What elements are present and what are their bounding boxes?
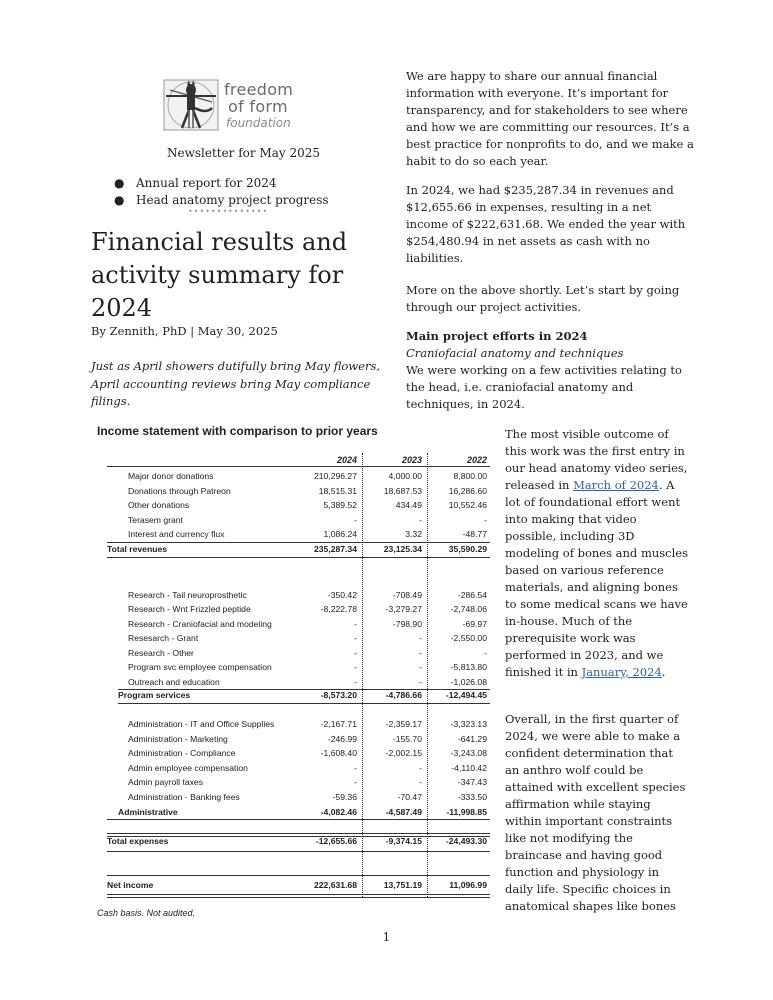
- outcome-text-start: The most visible outcome of this work was the first entry in our head anatomy video series, released in: [505, 427, 688, 492]
- table-cell-2024: -59.36: [332, 792, 357, 802]
- table-cell-2022: -48.77: [462, 529, 487, 539]
- table-cell-2022: -24,493.30: [445, 836, 487, 846]
- bullet-icon: ●: [114, 193, 125, 207]
- table-row-label: Resesarch - Grant: [128, 633, 199, 643]
- table-cell-2023: -: [419, 633, 422, 643]
- table-row-label: Terasem grant: [128, 515, 183, 525]
- table-cell-2022: -11,998.85: [446, 807, 487, 817]
- table-cell-2022: -: [484, 515, 487, 525]
- table-cell-2023: -: [419, 515, 422, 525]
- efforts-subheading: Craniofacial anatomy and techniques: [406, 346, 624, 360]
- table-cell-2024: 235,287.34: [313, 544, 357, 554]
- table-row-label: Administration - Compliance: [128, 748, 236, 758]
- table-row-label: Net income: [107, 880, 154, 890]
- intro-text: We are happy to share our annual financial information with everyone. It’s important for transparency, and for stakeholders to see where and how we are committing our resources. It’s a best practice for nonprofits to do, and we make a habit to do so each year.: [406, 69, 694, 168]
- table-cell-2024: -: [354, 619, 357, 629]
- table-rule: [107, 542, 490, 543]
- table-year-header: 2023: [401, 455, 422, 465]
- table-cell-2023: -2,359.17: [385, 719, 422, 729]
- table-rule-double: [107, 833, 490, 837]
- table-cell-2023: -: [419, 677, 422, 687]
- table-row-label: Total expenses: [107, 836, 169, 846]
- table-cell-2023: -3,279.27: [385, 604, 422, 614]
- table-cell-2023: 434.49: [395, 500, 422, 510]
- table-cell-2023: 13,751.19: [383, 880, 422, 890]
- table-cell-2024: -246.99: [327, 734, 357, 744]
- table-cell-2023: -: [419, 662, 422, 672]
- table-column-separator: [362, 453, 363, 897]
- table-cell-2022: -333.50: [457, 792, 487, 802]
- newsletter-title: Newsletter for May 2025: [166, 146, 321, 160]
- table-cell-2022: -3,323.13: [450, 719, 487, 729]
- table-row-label: Administration - Marketing: [128, 734, 228, 744]
- table-cell-2022: -3,243.08: [450, 748, 487, 758]
- table-cell-2023: -155.70: [392, 734, 422, 744]
- logo-text-line3: foundation: [226, 116, 291, 130]
- table-cell-2022: 16,286.60: [448, 486, 487, 496]
- efforts-heading: Main project efforts in 2024: [406, 329, 588, 343]
- table-cell-2024: -12,655.66: [315, 836, 357, 846]
- table-cell-2023: -2,002.15: [385, 748, 422, 758]
- table-row-label: Program services: [118, 690, 191, 700]
- results-text: In 2024, we had $235,287.34 in revenues and $12,655.66 in expenses, resulting in a net income of $222,631.68. We ended the year with $254,480.94 in net assets as cash with no liabilities.: [406, 183, 686, 265]
- table-row-label: Administration - Banking fees: [128, 792, 240, 802]
- outcome-text-end: .: [661, 665, 666, 679]
- table-rule: [118, 689, 490, 690]
- table-header-rule: [107, 466, 490, 467]
- outcome-text-middle: . A lot of foundational effort went into making that video possible, including 3D modeling of bones and muscles based on various reference materials, and aligning bones to some medical scans we have in-house. Much of the prerequisite work was performed in 2023, and we finished it in: [505, 478, 688, 679]
- table-rule: [107, 557, 490, 558]
- table-cell-2024: 222,631.68: [313, 880, 357, 890]
- table-cell-2024: -: [354, 633, 357, 643]
- table-cell-2022: -4,110.42: [451, 763, 487, 773]
- article-lede: Just as April showers dutifully bring May flowers, April accounting reviews bring May compliance filings.: [91, 359, 380, 408]
- table-cell-2023: -708.49: [392, 590, 422, 600]
- bullet-icon: ●: [114, 176, 125, 190]
- table-cell-2023: 23,125.34: [383, 544, 422, 554]
- table-cell-2022: 8,800.00: [453, 471, 487, 481]
- table-cell-2023: -4,587.49: [385, 807, 422, 817]
- byline: By Zennith, PhD | May 30, 2025: [91, 324, 278, 338]
- table-cell-2022: -2,550.00: [450, 633, 487, 643]
- table-row-label: Program svc employee compensation: [128, 662, 272, 672]
- article-title: Financial results and activity summary for 2024: [91, 228, 348, 322]
- table-row-label: Research - Wnt Frizzled peptide: [128, 604, 251, 614]
- table-row-label: Other donations: [128, 500, 190, 510]
- dotted-divider: ••••••••••••••: [188, 207, 269, 216]
- table-rule: [107, 819, 490, 820]
- logo-text-line2: of form: [228, 97, 288, 116]
- table-cell-2024: 1,086.24: [323, 529, 357, 539]
- table-cell-2023: -70.47: [397, 792, 422, 802]
- table-row-label: Admin employee compensation: [128, 763, 248, 773]
- topic-label: Head anatomy project progress: [136, 193, 329, 207]
- efforts-text: We were working on a few activities relating to the head, i.e. craniofacial anatomy and techniques, in 2024.: [406, 363, 682, 411]
- table-cell-2023: -: [419, 777, 422, 787]
- table-cell-2022: -286.54: [457, 590, 487, 600]
- table-row-label: Research - Craniofacial and modeling: [128, 619, 272, 629]
- table-cell-2022: -5,813.80: [450, 662, 487, 672]
- table-cell-2022: -: [484, 648, 487, 658]
- table-cell-2023: 18,687.53: [383, 486, 422, 496]
- table-cell-2024: -: [354, 648, 357, 658]
- table-row-label: Research - Tail neuroprosthetic: [128, 590, 247, 600]
- table-cell-2022: 11,096.99: [449, 880, 487, 890]
- table-year-header: 2024: [336, 455, 357, 465]
- table-cell-2023: 3.32: [405, 529, 422, 539]
- table-cell-2024: -: [354, 662, 357, 672]
- table-cell-2024: -: [354, 515, 357, 525]
- table-row-label: Donations through Patreon: [128, 486, 231, 496]
- table-cell-2024: -: [354, 763, 357, 773]
- table-cell-2024: -8,573.20: [320, 690, 357, 700]
- march-2024-link[interactable]: March of 2024: [573, 478, 659, 492]
- table-cell-2024: 210,296.27: [313, 471, 357, 481]
- table-rule-double: [107, 894, 490, 898]
- table-rule: [107, 875, 490, 876]
- table-cell-2022: -641.29: [457, 734, 487, 744]
- logo-text-line1: freedom: [224, 80, 294, 99]
- table-rule: [118, 703, 490, 704]
- january-2024-link[interactable]: January, 2024: [581, 665, 662, 679]
- table-cell-2024: -1,608.40: [320, 748, 357, 758]
- table-cell-2022: -2,748.06: [450, 604, 487, 614]
- table-cell-2024: 5,389.52: [323, 500, 357, 510]
- table-cell-2024: -350.42: [327, 590, 357, 600]
- table-cell-2024: 18,515.31: [318, 486, 357, 496]
- table-cell-2024: -8,222.78: [320, 604, 357, 614]
- table-cell-2023: 4,000.00: [388, 471, 422, 481]
- table-row-label: Interest and currency flux: [128, 529, 225, 539]
- table-row-label: Outreach and education: [128, 677, 220, 687]
- table-cell-2022: -1,026.08: [450, 677, 487, 687]
- table-cell-2023: -798.90: [392, 619, 422, 629]
- table-cell-2024: -2,167.71: [320, 719, 357, 729]
- more-text: More on the above shortly. Let’s start by going through our project activities.: [406, 283, 680, 314]
- table-footnote: Cash basis. Not audited.: [97, 908, 196, 918]
- table-cell-2022: -12,494.45: [445, 690, 487, 700]
- table-row-label: Administration - IT and Office Supplies: [128, 719, 275, 729]
- table-cell-2022: -347.43: [457, 777, 487, 787]
- table-cell-2023: -9,374.15: [385, 836, 422, 846]
- table-row-label: Total revenues: [107, 544, 168, 554]
- table-row-label: Major donor donations: [128, 471, 214, 481]
- table-cell-2024: -: [354, 677, 357, 687]
- overall-text: Overall, in the first quarter of 2024, we were able to make a confident determination that an anthro wolf could be attained with excellent species affirmation while staying within important constraints like not modifying the braincase and having good function and physiology in daily life. Specific choices in anatomical shapes like bones: [505, 712, 686, 913]
- topic-label: Annual report for 2024: [136, 176, 277, 190]
- table-cell-2022: 10,552.46: [448, 500, 487, 510]
- table-cell-2023: -: [419, 763, 422, 773]
- table-row-label: Research - Other: [128, 648, 194, 658]
- table-column-separator: [427, 453, 428, 897]
- table-row-label: Administrative: [118, 807, 178, 817]
- table-cell-2023: -: [419, 648, 422, 658]
- page-number: 1: [382, 930, 391, 944]
- table-row-label: Admin payroll taxes: [128, 777, 203, 787]
- table-cell-2022: 35,590.29: [448, 544, 487, 554]
- table-cell-2022: -69.97: [462, 619, 487, 629]
- table-rule: [107, 851, 490, 852]
- table-cell-2024: -: [354, 777, 357, 787]
- table-year-header: 2022: [466, 455, 487, 465]
- income-table-title: Income statement with comparison to prior years: [97, 424, 378, 438]
- table-cell-2024: -4,082.46: [320, 807, 357, 817]
- table-cell-2023: -4,786.66: [385, 690, 422, 700]
